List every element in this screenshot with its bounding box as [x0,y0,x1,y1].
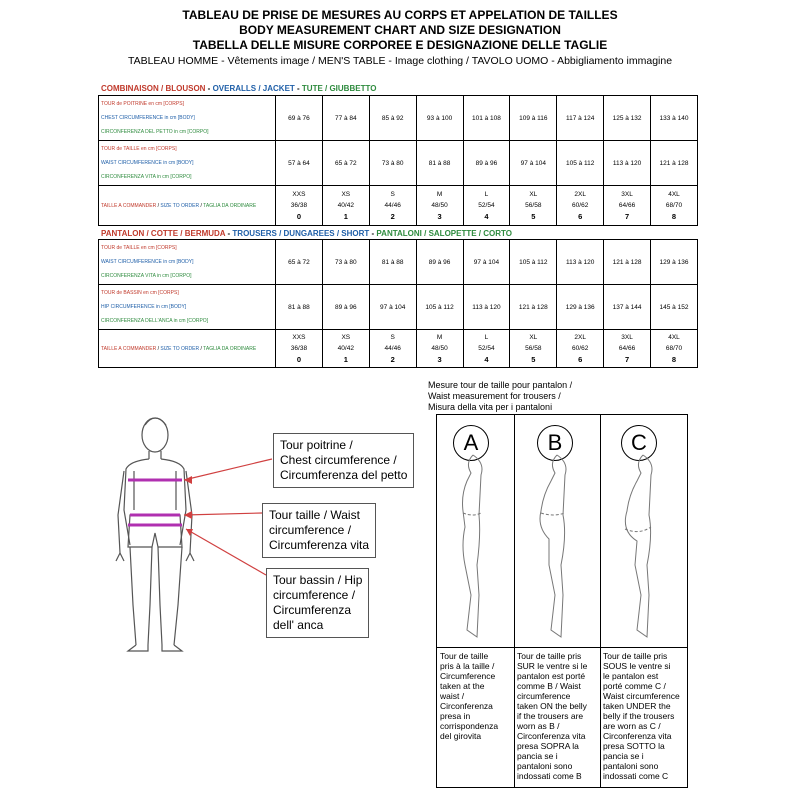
label-en: HIP CIRCUMFERENCE in cm [BODY] [101,304,187,310]
cell: 125 à 132 [604,96,651,141]
cell: 101 à 108 [463,96,510,141]
size-row [99,330,698,368]
cell: 105 à 112 [557,141,604,186]
size-cell: S 44/46 2 [369,330,416,368]
cell: 113 à 120 [557,240,604,285]
cell: 81 à 88 [369,240,416,285]
title-en: BODY MEASUREMENT CHART AND SIZE DESIGNATION [239,23,561,37]
label-it: CIRCONFERENZA DELL'ANCA in cm [CORPO] [101,318,209,324]
size-cell: 2XL 60/62 6 [557,186,604,226]
waist-row [99,240,698,285]
size-cell: XS 40/42 1 [322,330,369,368]
hip-row [99,285,698,330]
cell: 121 à 128 [651,141,698,186]
label-it: CIRCONFERENZA VITA in cm [CORPO] [101,174,192,180]
waist-row [99,141,698,186]
section2-title: PANTALON / COTTE / BERMUDA - TROUSERS / DUNGAREES / SHORT - PANTALONI / SALOPETTE / CORTO [101,229,512,238]
cell: 129 à 136 [557,285,604,330]
order-label: TAILLE A COMMANDER / SIZE TO ORDER / TAGLIA DA ORDINARE [101,202,257,209]
title-it: TABELLA DELLE MISURE CORPOREE E DESIGNAZIONE DELLE TAGLIE [192,38,608,52]
cell: 69 à 76 [276,96,323,141]
description-b: Tour de taille pris SUR le ventre si le pantalon est porté comme B / Waist circumference taken ON the belly if the trousers are worn as B / Circonferenza vita presa SOPRA la pancia se i pantaloni sono indossati come B [517,651,588,781]
description-c: Tour de taille pris SOUS le ventre si le pantalon est porté comme C / Waist circumference taken UNDER the belly if the trousers are worn as C / Circonferenza vita presa SOTTO la pancia se i pantaloni sono indossati come C [603,651,680,781]
label-it: CIRCONFERENZA DEL PETTO in cm [CORPO] [101,129,209,135]
size-cell: 2XL 60/62 6 [557,330,604,368]
cell: 57 à 64 [276,141,323,186]
size-cell: S 44/46 2 [369,186,416,226]
size-cell: XS 40/42 1 [322,186,369,226]
cell: 81 à 88 [416,141,463,186]
cell: 89 à 96 [463,141,510,186]
cell: 89 à 96 [322,285,369,330]
cell: 113 à 120 [463,285,510,330]
trousers-size-table [98,239,698,368]
cell: 129 à 136 [651,240,698,285]
label-en: WAIST CIRCUMFERENCE in cm [BODY] [101,259,194,265]
chest-row [99,96,698,141]
cell: 117 à 124 [557,96,604,141]
cell: 105 à 112 [510,240,557,285]
cell: 93 à 100 [416,96,463,141]
size-cell: L 52/54 4 [463,330,510,368]
side-profile-silhouettes [437,415,687,647]
cell: 81 à 88 [276,285,323,330]
size-row [99,186,698,226]
cell: 113 à 120 [604,141,651,186]
hip-callout: Tour bassin / Hip circumference / Circumferenza dell' anca [266,568,369,638]
cell: 65 à 72 [276,240,323,285]
size-cell: 4XL 68/70 8 [651,330,698,368]
cell: 133 à 140 [651,96,698,141]
size-cell: M 48/50 3 [416,186,463,226]
cell: 121 à 128 [510,285,557,330]
size-cell: XL 56/58 5 [510,330,557,368]
size-cell: 3XL 64/66 7 [604,330,651,368]
title-fr: TABLEAU DE PRISE DE MESURES AU CORPS ET APPELATION DE TAILLES [182,8,618,22]
size-cell: XXS 36/38 0 [276,186,323,226]
cell: 77 à 84 [322,96,369,141]
size-cell: M 48/50 3 [416,330,463,368]
cell: 65 à 72 [322,141,369,186]
size-cell: XXS 36/38 0 [276,330,323,368]
cell: 97 à 104 [463,240,510,285]
cell: 73 à 80 [322,240,369,285]
cell: 97 à 104 [510,141,557,186]
cell: 89 à 96 [416,240,463,285]
waist-measurement-heading: Mesure tour de taille pour pantalon / Waist measurement for trousers / Misura della vita per i pantaloni [428,380,573,412]
size-cell: L 52/54 4 [463,186,510,226]
cell: 85 à 92 [369,96,416,141]
cell: 105 à 112 [416,285,463,330]
label-it: CIRCONFERENZA VITA in cm [CORPO] [101,273,192,279]
order-label: TAILLE A COMMANDER / SIZE TO ORDER / TAGLIA DA ORDINARE [101,345,257,352]
size-cell: XL 56/58 5 [510,186,557,226]
waist-measurement-panel [436,414,688,788]
cell: 73 à 80 [369,141,416,186]
cell: 109 à 116 [510,96,557,141]
label-fr: TOUR de TAILLE en cm [CORPS] [101,146,177,152]
size-cell: 4XL 68/70 8 [651,186,698,226]
label-fr: TOUR de TAILLE en cm [CORPS] [101,245,177,251]
size-cell: 3XL 64/66 7 [604,186,651,226]
chest-callout: Tour poitrine / Chest circumference / Circumferenza del petto [273,433,414,488]
cell: 137 à 144 [604,285,651,330]
letter-a: A [453,425,489,461]
cell: 145 à 152 [651,285,698,330]
waist-callout: Tour taille / Waist circumference / Circumferenza vita [262,503,376,558]
label-fr: TOUR de BASSIN en cm [CORPS] [101,290,179,296]
page-subtitle: TABLEAU HOMME - Vêtements image / MEN'S TABLE - Image clothing / TAVOLO UOMO - Abbigliamento immagine [127,55,673,67]
label-fr: TOUR de POITRINE en cm [CORPS] [101,101,184,107]
label-en: WAIST CIRCUMFERENCE in cm [BODY] [101,160,194,166]
label-en: CHEST CIRCUMFERENCE in cm [BODY] [101,115,195,121]
letter-b: B [537,425,573,461]
letter-c: C [621,425,657,461]
cell: 97 à 104 [369,285,416,330]
description-a: Tour de taille pris à la taille / Circumference taken at the waist / Circonferenza presa in corrispondenza del girovita [440,651,499,741]
section1-title: COMBINAISON / BLOUSON - OVERALLS / JACKET - TUTE / GIUBBETTO [101,84,377,93]
cell: 121 à 128 [604,240,651,285]
jacket-size-table [98,95,698,226]
